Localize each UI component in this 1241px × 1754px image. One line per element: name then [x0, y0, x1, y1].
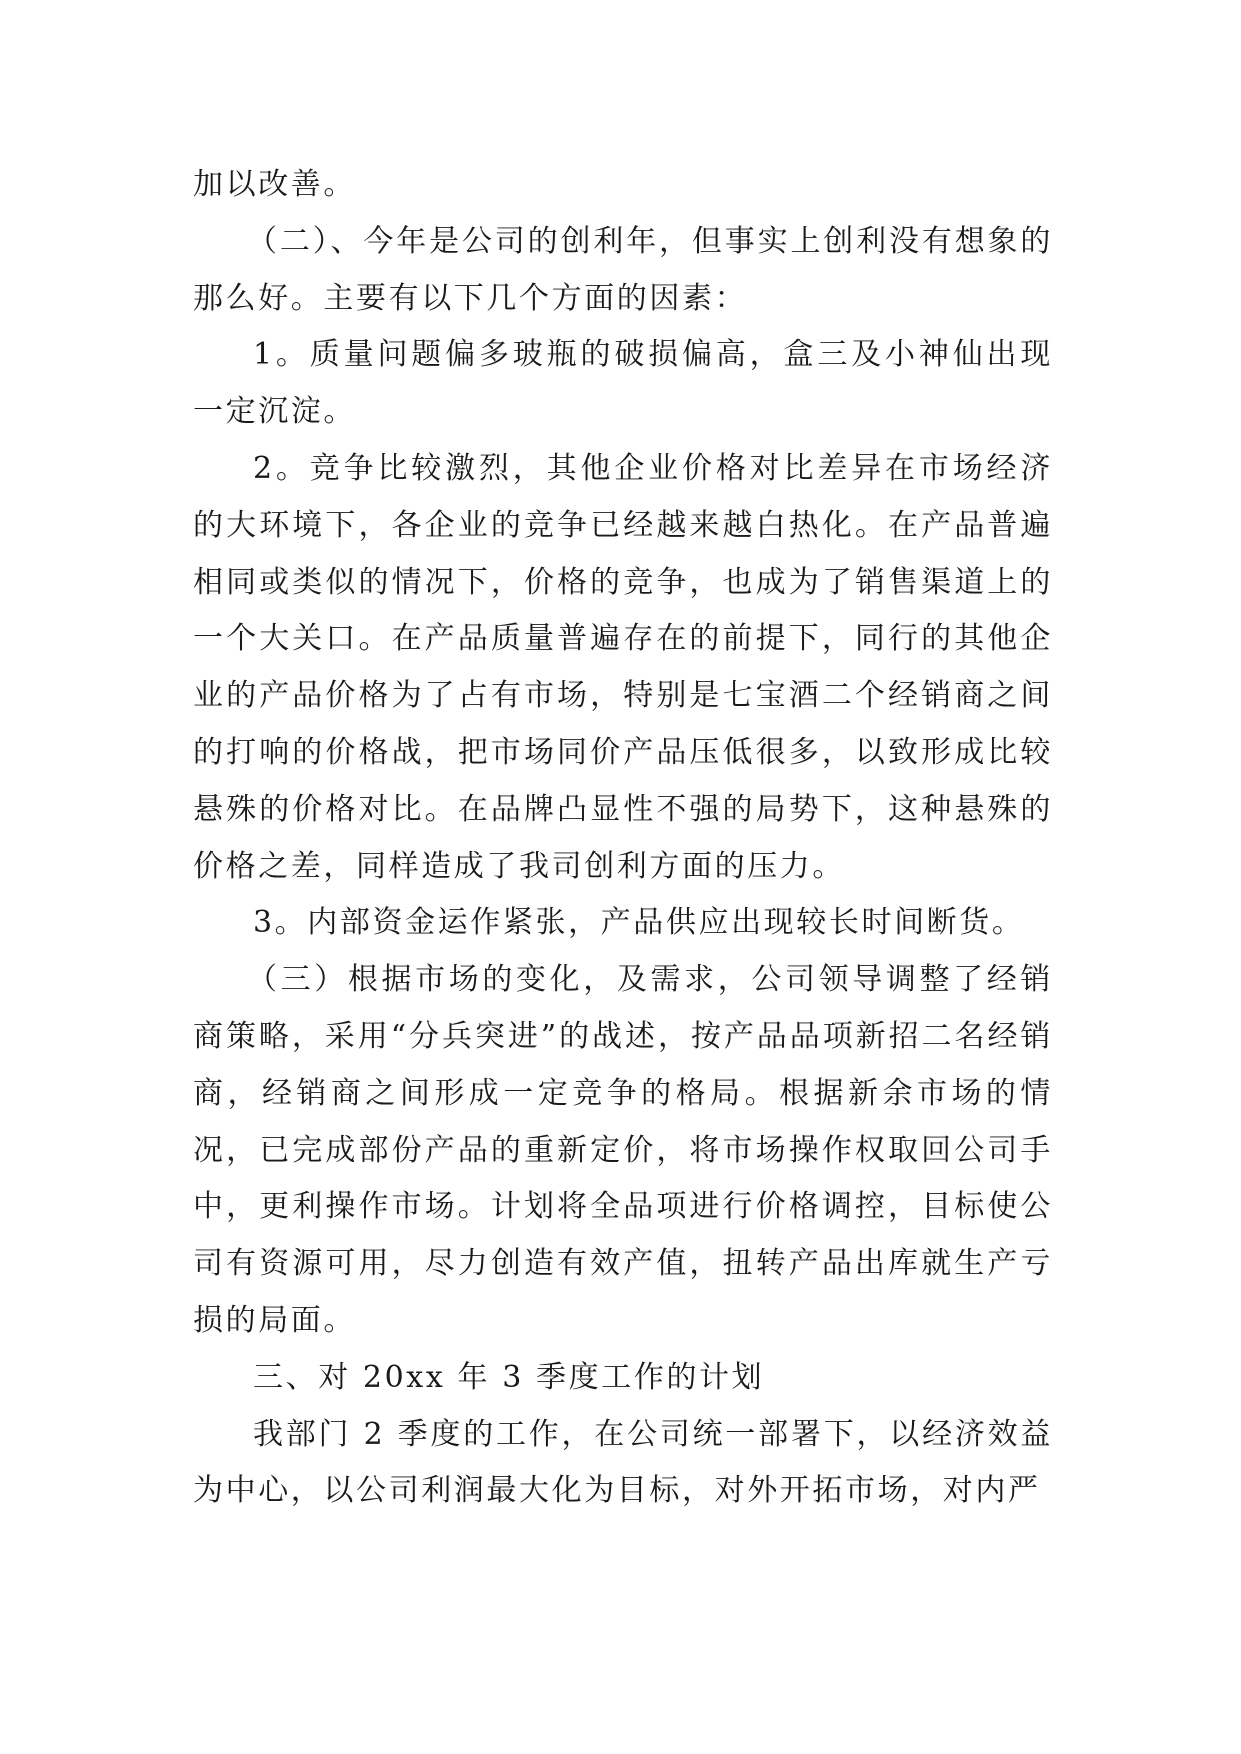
paragraph-continuation: 加以改善。	[193, 167, 356, 202]
paragraph-plan-intro: 我部门 2 季度的工作，在公司统一部署下，以经济效益为中心，以公司利润最大化为目标，对外开拓市场，对内严	[193, 1416, 1053, 1509]
paragraph-item-1: 1。质量问题偏多玻瓶的破损偏高，盒三及小神仙出现一定沉淀。	[193, 337, 1053, 430]
paragraph-section-three: （三）根据市场的变化，及需求，公司领导调整了经销商策略，采用“分兵突进”的战述，按产品品项新招二名经销商，经销商之间形成一定竞争的格局。根据新余市场的情况，已完成部份产品的重新定价，将市场操作权取回公司手中，更利操作市场。计划将全品项进行价格调控，目标使公司有资源可用，尽力创造有效产值，扭转产品出库就生产亏损的局面。	[193, 962, 1053, 1338]
paragraph-item-3: 3。内部资金运作紧张，产品供应出现较长时间断货。	[253, 905, 1025, 941]
document-body	[193, 157, 1053, 1520]
paragraph-section-two: （二）、今年是公司的创利年，但事实上创利没有想象的那么好。主要有以下几个方面的因素：	[193, 223, 1053, 316]
heading-plan: 三、对 20xx 年 3 季度工作的计划	[253, 1359, 765, 1395]
paragraph-item-2: 2。竞争比较激烈，其他企业价格对比差异在市场经济的大环境下，各企业的竞争已经越来越白热化。在产品普遍相同或类似的情况下，价格的竞争，也成为了销售渠道上的一个大关口。在产品质量普遍存在的前提下，同行的其他企业的产品价格为了占有市场，特别是七宝酒二个经销商之间的打响的价格战，把市场同价产品压低很多，以致形成比较悬殊的价格对比。在品牌凸显性不强的局势下，这种悬殊的价格之差，同样造成了我司创利方面的压力。	[193, 450, 1053, 884]
